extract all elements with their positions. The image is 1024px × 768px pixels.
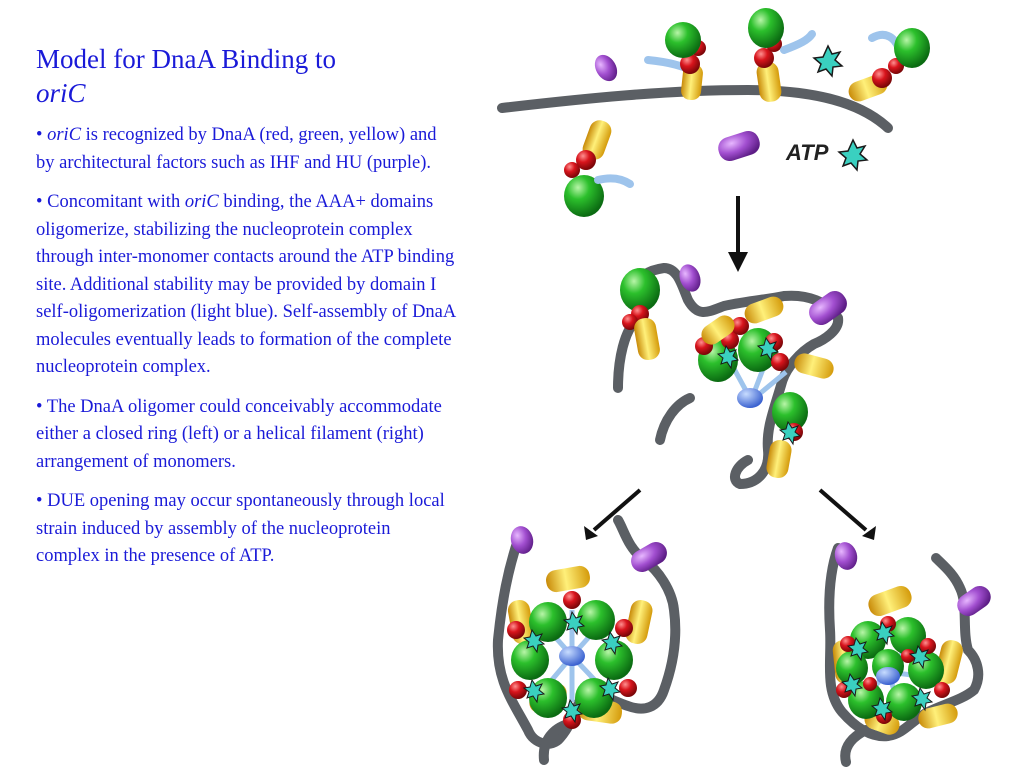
bullet-4-text: • DUE opening may occur spontaneously through local strain induced by assembly of the nucleoprotein complex in the presence of ATP. — [36, 491, 445, 566]
bullet-4 — [36, 488, 456, 571]
atp-star-legend — [839, 140, 867, 170]
purple-ihf-hu-2 — [715, 128, 762, 164]
bullet-2 — [36, 189, 456, 382]
title-oric: oriC — [36, 78, 86, 108]
arrow-down-left — [584, 490, 640, 540]
arrow-down-right — [820, 490, 876, 540]
arrow-down — [728, 196, 748, 272]
purple-ihf-hu-4 — [805, 287, 852, 330]
slide-title — [36, 42, 456, 110]
stage-1-linear-oric — [502, 8, 930, 217]
bullet-2-oric: oriC — [184, 192, 219, 212]
bullet-1-prefix: • — [36, 125, 48, 145]
title-main: Model for DnaA Binding to — [36, 44, 336, 74]
bullet-2-prefix: • Concomitant with — [36, 192, 185, 212]
stage-3-closed-ring — [498, 520, 675, 760]
bullet-3-text: • The DnaA oligomer could conceivably accommodate either a closed ring (left) or a helical filament (right) arrangement of monomers. — [36, 396, 442, 472]
dnaa-monomer-4 — [564, 117, 630, 217]
dnaa-model-diagram — [468, 0, 1024, 768]
bullet-1-oric: oriC — [47, 125, 82, 145]
atp-star-free — [814, 46, 842, 76]
text-column — [36, 42, 456, 583]
stage-2-partial-assembly — [618, 261, 851, 484]
stage-3-helical-filament — [829, 540, 995, 762]
bullet-3 — [36, 394, 456, 477]
dnaa-monomer-3 — [846, 28, 930, 104]
bullet-1-text: is recognized by DnaA (red, green, yellow) and by architectural factors such as IHF and HU (purple). — [36, 125, 437, 173]
bullet-1 — [36, 122, 456, 177]
purple-ihf-hu-1 — [590, 51, 621, 85]
atp-label: ATP — [786, 140, 829, 165]
bullet-2-text: binding, the AAA+ domains oligomerize, stabilizing the nucleoprotein complex through inter-monomer contacts around the ATP binding site. Additional stability may be provided by domain I self-oligomerization (light blue). Self-assembly of DnaA molecules eventually leads to formation of the complete nucleoprotein complex. — [36, 192, 456, 377]
